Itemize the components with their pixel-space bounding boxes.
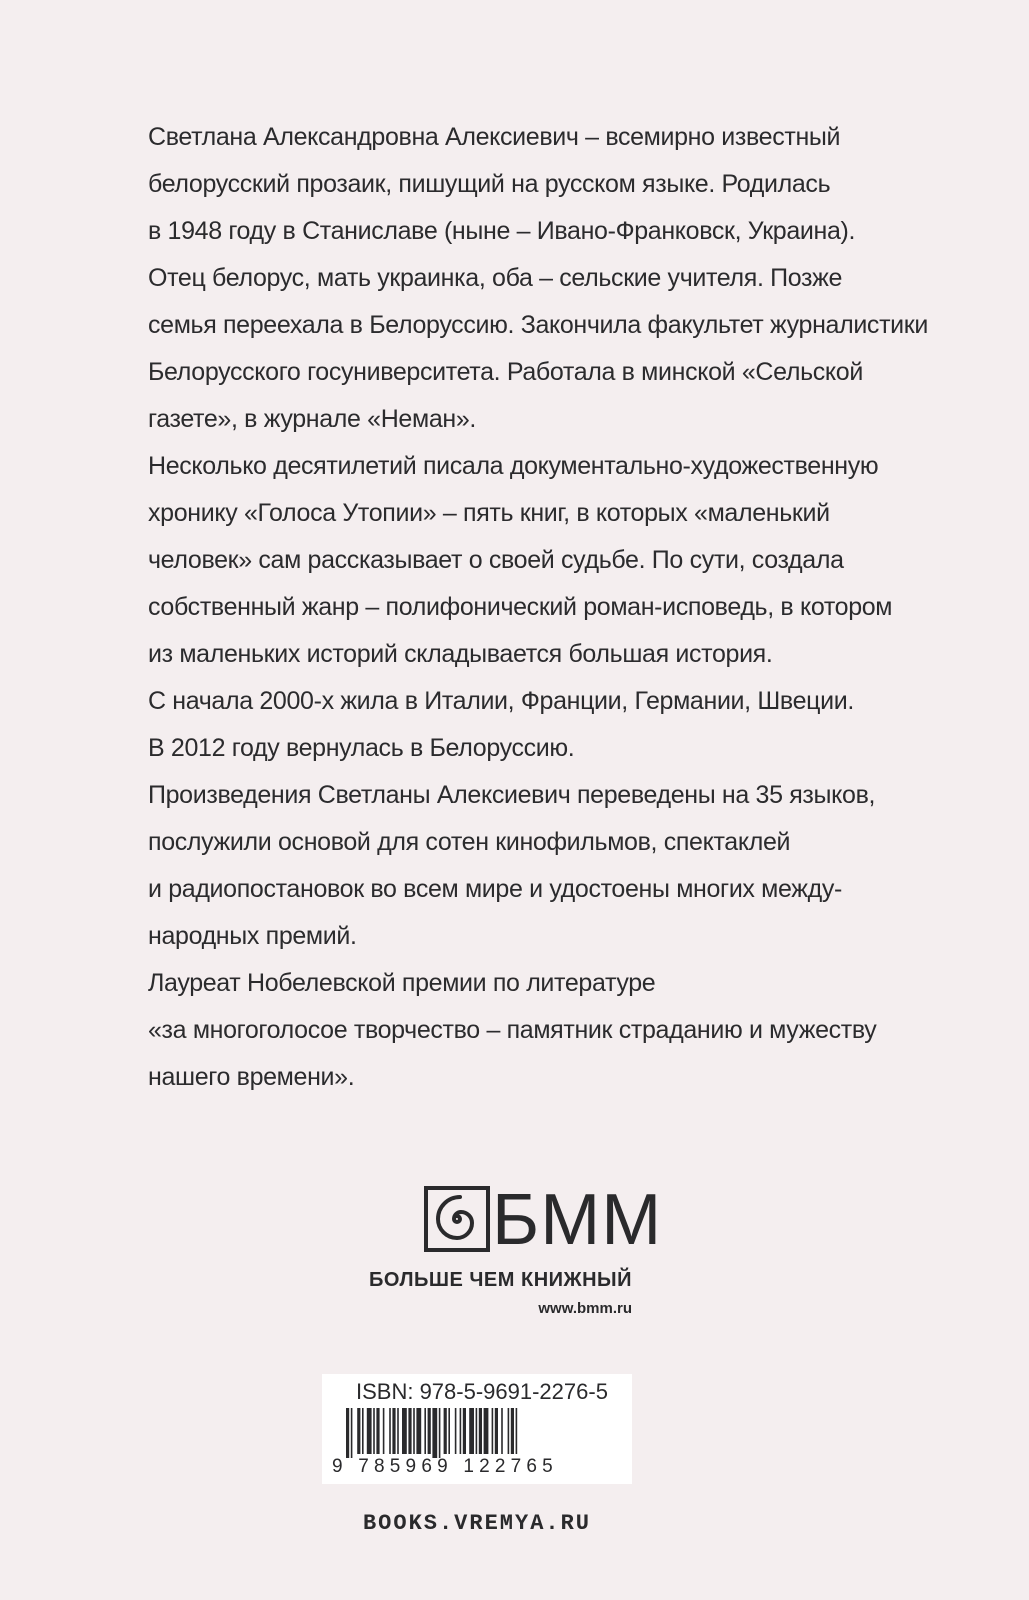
barcode-bar [389, 1408, 391, 1454]
barcode-bar [444, 1408, 447, 1454]
isbn-label: ISBN: 978-5-9691-2276-5 [356, 1379, 608, 1404]
barcode-bar [416, 1408, 421, 1454]
barcode-digits: 9 785969 122765 [332, 1456, 558, 1477]
barcode-bar [495, 1408, 498, 1454]
bio-line: белорусский прозаик, пишущий на русском языке. Родилась [148, 170, 831, 198]
isbn-barcode-panel [322, 1374, 632, 1484]
bio-line: семья переехала в Белоруссию. Закончила факультет журналистики [148, 311, 928, 339]
bio-line: собственный жанр – полифонический роман-исповедь, в котором [148, 593, 893, 621]
barcode-bar [492, 1408, 494, 1454]
barcode-bar [476, 1408, 478, 1454]
barcode-bar [463, 1408, 466, 1454]
barcode-bar [508, 1408, 510, 1454]
bio-line: из маленьких историй складывается большая история. [148, 640, 773, 668]
barcode-bar [516, 1408, 518, 1454]
barcode-bar [392, 1408, 395, 1454]
bio-line: народных премий. [148, 922, 357, 950]
bio-line: и радиопостановок во всем мире и удостоены многих между- [148, 875, 843, 903]
bio-line: послужили основой для сотен кинофильмов, спектаклей [148, 828, 791, 856]
bio-line: «за многоголосое творчество – памятник страданию и мужеству [148, 1016, 877, 1044]
barcode-bar [484, 1408, 489, 1454]
bio-line: В 2012 году вернулась в Белоруссию. [148, 734, 575, 762]
publisher-logo [322, 1180, 663, 1326]
barcode-bar [362, 1408, 364, 1454]
bio-line: Отец белорус, мать украинка, оба – сельские учителя. Позже [148, 264, 843, 292]
barcode-bar [373, 1408, 375, 1454]
bio-line: хронику «Голоса Утопии» – пять книг, в которых «маленький [148, 499, 830, 527]
publisher-name: БММ [492, 1180, 663, 1260]
bio-line: в 1948 году в Станиславе (ныне – Ивано-Франковск, Украина). [148, 217, 856, 245]
barcode-bar [367, 1408, 372, 1454]
barcode-bar [455, 1408, 457, 1454]
barcode-bar [501, 1408, 503, 1454]
author-biography [148, 114, 928, 1101]
barcode-bar [383, 1408, 385, 1454]
barcode-bar [351, 1408, 353, 1458]
bio-line: нашего времени». [148, 1063, 355, 1091]
barcode-bar [460, 1408, 462, 1454]
barcode-bar [376, 1408, 379, 1454]
bio-line: Лауреат Нобелевской премии по литературе [148, 969, 656, 997]
barcode-bar [397, 1408, 399, 1454]
publisher-tagline: БОЛЬШЕ ЧЕМ КНИЖНЫЙ [369, 1269, 632, 1291]
barcode-bar [448, 1408, 450, 1454]
barcode-bar [511, 1408, 514, 1454]
bio-line: Белорусского госуниверситета. Работала в минской «Сельской [148, 358, 863, 386]
barcode-image [332, 1408, 622, 1458]
barcode-bar [479, 1408, 482, 1454]
barcode-bar [413, 1408, 415, 1454]
bio-line: Произведения Светланы Алексиевич переведены на 35 языков, [148, 781, 876, 809]
bio-line: газете», в журнале «Неман». [148, 405, 476, 433]
bio-line: Несколько десятилетий писала документально-художественную [148, 452, 879, 480]
publisher-url: www.bmm.ru [538, 1300, 632, 1317]
publisher-website: BOOKS.VREMYA.RU [362, 1511, 592, 1536]
barcode-bar [439, 1408, 441, 1458]
spiral-logo-icon [424, 1186, 490, 1252]
barcode-bar [424, 1408, 426, 1454]
barcode-bar [432, 1408, 437, 1458]
barcode-bar [357, 1408, 360, 1454]
barcode-bar [469, 1408, 474, 1454]
bio-line: человек» сам рассказывает о своей судьбе. По сути, создала [148, 546, 844, 574]
bio-line: С начала 2000-х жила в Италии, Франции, Германии, Швеции. [148, 687, 854, 715]
barcode-bar [408, 1408, 411, 1454]
barcode-bar [402, 1408, 407, 1454]
barcode-bar [428, 1408, 431, 1454]
bio-line: Светлана Александровна Алексиевич – всемирно известный [148, 123, 841, 151]
barcode-bar [346, 1408, 349, 1458]
